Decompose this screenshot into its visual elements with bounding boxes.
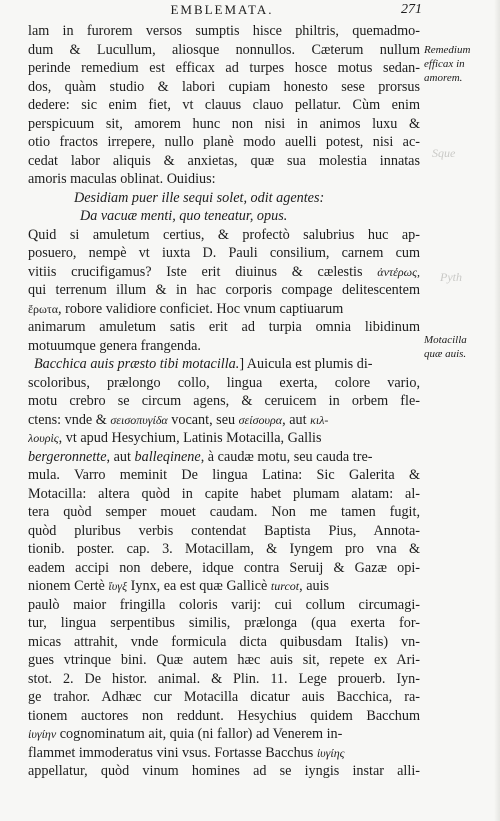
text-line: dedere: sic enim fiet, vt clauus clauo pellatur. Cùm enim bbox=[28, 97, 420, 113]
running-head bbox=[22, 2, 422, 20]
show-through-text: Pyth bbox=[440, 270, 462, 284]
margin-note: amorem. bbox=[424, 72, 463, 84]
text-line bbox=[28, 263, 420, 282]
text-line: perspicuum sit, amorem hunc non nisi in animos luxu & bbox=[28, 115, 420, 132]
text-run: , aut bbox=[106, 448, 135, 465]
text-line bbox=[28, 411, 420, 430]
text-run: , vt apud Hesychium, Latinis Motacilla, Gallis bbox=[58, 430, 322, 446]
text-line: motu crebro se circum agens, & ceruicem in orbem fle- bbox=[28, 393, 420, 409]
text-line: perinde remedium est efficax ad turpes hosce motus sedan- bbox=[28, 60, 420, 76]
text-line: ge trahor. Adhæc cur Motacilla dicatur auis Bacchica, ra- bbox=[28, 689, 420, 705]
page-number: 271 bbox=[401, 2, 422, 17]
text-line: mula. Varro meminit De lingua Latina: Sic Galerita & bbox=[28, 467, 420, 483]
text-line: scoloribus, prælongo collo, lingua exerta, colore vario, bbox=[28, 374, 420, 391]
body-text bbox=[28, 22, 420, 781]
text-line: cedat labor aliquis & anxietas, quæ sua molestia innatas bbox=[28, 152, 420, 169]
text-line: motuumque genera frangenda. bbox=[28, 337, 201, 354]
text-run: flammet immoderatus vini vsus. Fortasse Bacchus bbox=[28, 744, 314, 761]
text-line: tionem auctores non reddunt. Hesychius quidem Bacchum bbox=[28, 707, 420, 724]
margin-note: quæ auis. bbox=[424, 348, 467, 360]
text-line: dum & Lucullum, aliosque nonnullos. Cæterum nullum bbox=[28, 41, 420, 58]
text-line: tera quòd semper mouet caudam. Non me tamen fugit, bbox=[28, 504, 420, 520]
text-run: vitiis crucifigamus? Iste erit diuinus & cælestis bbox=[28, 263, 363, 280]
text-run: ] Auicula est plumis di- bbox=[239, 356, 373, 372]
text-line: lam in furorem versos sumptis hisce philtris, quemadmo- bbox=[28, 23, 420, 39]
page-edge-shadow bbox=[494, 0, 500, 821]
text-run: nionem Certè bbox=[28, 578, 109, 594]
margin-note: efficax in bbox=[424, 58, 465, 70]
greek-word: σείσουρα bbox=[238, 412, 283, 427]
text-line: Motacilla: altera quòd in capite habet plumam alatam: al- bbox=[28, 485, 420, 502]
text-line bbox=[28, 725, 420, 744]
text-line: posuero, nempè vt iuxta D. Pauli consilium, carnem cum bbox=[28, 245, 420, 261]
text-line: tur, lingua serpentibus similis, prælonga (qua exerta for- bbox=[28, 615, 420, 631]
show-through-text: Sque bbox=[432, 146, 456, 160]
text-line bbox=[28, 577, 420, 596]
greek-word: ἰυγίην bbox=[28, 727, 57, 741]
text-run: cognominatum ait, quia (ni fallor) ad Venerem in- bbox=[56, 726, 343, 742]
text-line: animarum amuletum satis erit ad turpia omnia libidinum bbox=[28, 319, 420, 335]
greek-word: ἰυγίης bbox=[316, 745, 345, 760]
greek-word: λουρὶς bbox=[28, 431, 59, 445]
text-run: ctens: vnde & bbox=[28, 411, 111, 428]
text-line: otio fractos irrepere, nullo planè modo auelli potest, nisi ac- bbox=[28, 134, 420, 150]
lemma: Bacchica auis præsto tibi motacilla. bbox=[34, 356, 240, 372]
greek-word: κιλ- bbox=[310, 412, 329, 427]
text-line: Quid si amuletum certius, & profectò salubrius huc ap- bbox=[28, 226, 420, 243]
greek-word: σεισοπυγίδα bbox=[110, 412, 168, 427]
text-run: vocant, seu bbox=[167, 411, 239, 428]
text-line: appellatur, quòd vinum homines ad se iyngis instar alli- bbox=[28, 763, 420, 779]
text-line: paulò maior fringilla coloris varij: cui collum circumagi- bbox=[28, 596, 420, 613]
text-line: quòd pluribus verbis contendat Baptista Pius, Annota- bbox=[28, 522, 420, 539]
margin-note: Motacilla bbox=[424, 334, 467, 346]
text-line: dos, quàm studio & labori cupiam honesto sese prorsus bbox=[28, 78, 420, 95]
text-run: , robore validiore conficiet. Hoc vnum captiuarum bbox=[58, 300, 344, 317]
text-line: qui terrenum illum & in hac corporis compage delitescentem bbox=[28, 282, 420, 298]
text-line bbox=[28, 355, 420, 374]
greek-word: ἔρωτα bbox=[28, 301, 59, 316]
text-line bbox=[28, 300, 420, 319]
text-line: micas attrahit, vnde formicula dicta quibusdam Italis) vn- bbox=[28, 633, 420, 650]
text-line bbox=[28, 429, 420, 448]
text-line: gues vtrinque bini. Quæ autem hæc auis sit, repete ex Ari- bbox=[28, 652, 420, 668]
text-run: , aut bbox=[282, 411, 311, 428]
text-run: , auis bbox=[299, 578, 330, 594]
text-line: stot. 2. De histor. animal. & Plin. 11. Lege prouerb. Iyn- bbox=[28, 670, 420, 687]
french-word: bergeronnette bbox=[28, 448, 107, 465]
text-run: Iynx, ea est quæ Gallicè bbox=[127, 578, 271, 594]
running-title: EMBLEMATA. bbox=[170, 2, 274, 17]
margin-note: Remedium bbox=[424, 44, 471, 56]
greek-word: ἀντέρως, bbox=[377, 264, 420, 279]
text-run: , à caudæ motu, seu cauda tre- bbox=[200, 448, 373, 465]
verse-line: Da vacuæ menti, quo teneatur, opus. bbox=[80, 208, 288, 224]
text-line: tionib. poster. cap. 3. Motacillam, & Iyngem pro vna & bbox=[28, 541, 420, 557]
verse-line: Desidiam puer ille sequi solet, odit agentes: bbox=[74, 189, 325, 206]
greek-word: ἴυγξ bbox=[108, 579, 128, 593]
french-word: turcot bbox=[270, 579, 300, 593]
text-line: eadem accipi non debere, idque contra Seruij & Gazæ opi- bbox=[28, 559, 420, 576]
text-line: amoris maculas oblinat. Ouidius: bbox=[28, 171, 216, 187]
text-line bbox=[28, 448, 420, 467]
french-word: balleqinene bbox=[134, 448, 201, 465]
text-line bbox=[28, 744, 420, 763]
